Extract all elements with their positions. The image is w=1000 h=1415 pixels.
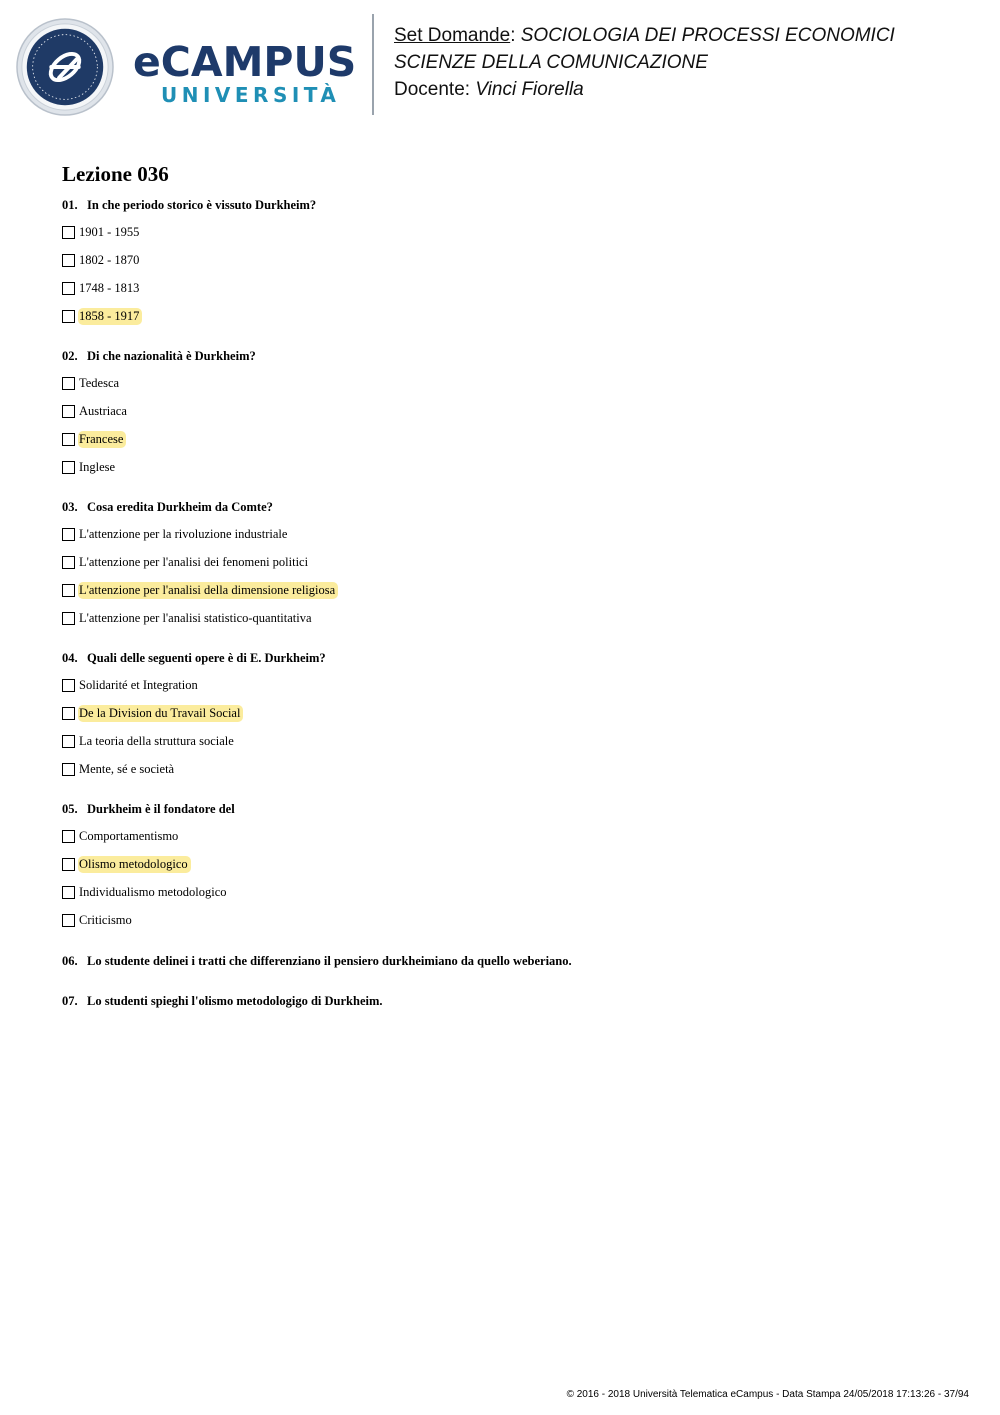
answer-checkbox[interactable]	[62, 433, 75, 446]
answer-label: La teoria della struttura sociale	[79, 733, 234, 748]
answer-checkbox[interactable]	[62, 735, 75, 748]
answer-checkbox[interactable]	[62, 858, 75, 871]
answer-option[interactable]	[62, 375, 122, 391]
page-footer: © 2016 - 2018 Università Telematica eCampus - Data Stampa 24/05/2018 17:13:26 - 37/94	[566, 1389, 969, 1400]
question-5	[62, 802, 235, 817]
teacher-name: Vinci Fiorella	[475, 79, 584, 100]
question-number: 05.	[62, 802, 78, 816]
answer-checkbox[interactable]	[62, 763, 75, 776]
question-number: 07.	[62, 994, 78, 1008]
question-number: 02.	[62, 349, 78, 363]
answer-checkbox[interactable]	[62, 254, 75, 267]
question-text: In che periodo storico è vissuto Durkheim?	[87, 198, 317, 212]
ecampus-wordmark	[133, 38, 357, 107]
question-text: Cosa eredita Durkheim da Comte?	[87, 500, 273, 514]
teacher-label: Docente:	[394, 79, 471, 100]
answer-checkbox[interactable]	[62, 377, 75, 390]
correct-answer-label: De la Division du Travail Social	[78, 705, 243, 722]
answer-label: Austriaca	[79, 403, 127, 418]
answer-checkbox[interactable]	[62, 556, 75, 569]
answer-checkbox[interactable]	[62, 310, 75, 323]
answer-option[interactable]	[62, 828, 181, 844]
answer-label: 1748 - 1813	[79, 280, 140, 295]
answer-checkbox[interactable]	[62, 528, 75, 541]
set-line	[394, 22, 895, 49]
answer-checkbox[interactable]	[62, 679, 75, 692]
set-label: Set Domande	[394, 25, 511, 46]
answer-checkbox[interactable]	[62, 707, 75, 720]
answer-label: Mente, sé e società	[79, 761, 175, 776]
course-title-line1: SOCIOLOGIA DEI PROCESSI ECONOMICI	[520, 25, 895, 46]
answer-label: L'attenzione per l'analisi statistico-quantitativa	[79, 610, 312, 625]
answer-label: L'attenzione per la rivoluzione industriale	[79, 526, 288, 541]
answer-label: Criticismo	[79, 912, 132, 927]
question-text: Quali delle seguenti opere è di E. Durkheim?	[87, 651, 326, 665]
answer-option[interactable]	[62, 554, 311, 570]
answer-option[interactable]	[62, 459, 118, 475]
answer-label: 1802 - 1870	[79, 252, 140, 267]
answer-checkbox[interactable]	[62, 461, 75, 474]
answer-option[interactable]	[62, 912, 135, 928]
correct-answer-label: Olismo metodologico	[78, 856, 191, 873]
lesson-title: Lezione 036	[62, 162, 169, 186]
question-1	[62, 198, 316, 213]
ecampus-seal-logo	[16, 18, 114, 116]
answer-option[interactable]	[62, 252, 142, 268]
question-6	[62, 954, 572, 969]
answer-option[interactable]	[62, 308, 142, 324]
answer-label: Inglese	[79, 459, 116, 474]
question-text: Di che nazionalità è Durkheim?	[87, 349, 256, 363]
answer-checkbox[interactable]	[62, 584, 75, 597]
correct-answer-label: 1858 - 1917	[78, 308, 142, 325]
brand-subtitle: UNIVERSITÀ	[161, 83, 341, 107]
answer-option[interactable]	[62, 705, 243, 721]
answer-checkbox[interactable]	[62, 282, 75, 295]
question-text: Lo studenti spieghi l'olismo metodologigo di Durkheim.	[87, 994, 383, 1008]
answer-checkbox[interactable]	[62, 226, 75, 239]
question-2	[62, 349, 256, 364]
answer-checkbox[interactable]	[62, 612, 75, 625]
answer-option[interactable]	[62, 761, 177, 777]
set-colon: :	[510, 25, 516, 46]
answer-option[interactable]	[62, 403, 130, 419]
correct-answer-label: L'attenzione per l'analisi della dimensione religiosa	[78, 582, 338, 599]
header-divider	[372, 14, 374, 115]
answer-option[interactable]	[62, 280, 142, 296]
answer-option[interactable]	[62, 884, 230, 900]
answer-option[interactable]	[62, 610, 315, 626]
answer-label: Tedesca	[79, 375, 120, 390]
question-4	[62, 651, 326, 666]
answer-checkbox[interactable]	[62, 914, 75, 927]
answer-label: Comportamentismo	[79, 828, 179, 843]
answer-option[interactable]	[62, 431, 126, 447]
teacher-line	[394, 76, 895, 103]
answer-label: L'attenzione per l'analisi dei fenomeni politici	[79, 554, 309, 569]
question-number: 06.	[62, 954, 78, 968]
question-7	[62, 994, 383, 1009]
answer-checkbox[interactable]	[62, 405, 75, 418]
header-info	[394, 22, 895, 103]
answer-option[interactable]	[62, 856, 191, 872]
answer-option[interactable]	[62, 526, 290, 542]
question-number: 04.	[62, 651, 78, 665]
question-number: 03.	[62, 500, 78, 514]
question-text: Durkheim è il fondatore del	[87, 802, 235, 816]
answer-label: 1901 - 1955	[79, 224, 140, 239]
brand-name: eCAMPUS	[133, 38, 357, 86]
course-title-line2: SCIENZE DELLA COMUNICAZIONE	[394, 52, 708, 73]
answer-label: Solidarité et Integration	[79, 677, 198, 692]
answer-checkbox[interactable]	[62, 830, 75, 843]
answer-option[interactable]	[62, 733, 237, 749]
question-3	[62, 500, 273, 515]
answer-label: Individualismo metodologico	[79, 884, 227, 899]
question-number: 01.	[62, 198, 78, 212]
answer-option[interactable]	[62, 224, 142, 240]
correct-answer-label: Francese	[78, 431, 126, 448]
answer-option[interactable]	[62, 582, 338, 598]
answer-checkbox[interactable]	[62, 886, 75, 899]
question-text: Lo studente delinei i tratti che differenziano il pensiero durkheimiano da quello weberiano.	[87, 954, 572, 968]
answer-option[interactable]	[62, 677, 201, 693]
